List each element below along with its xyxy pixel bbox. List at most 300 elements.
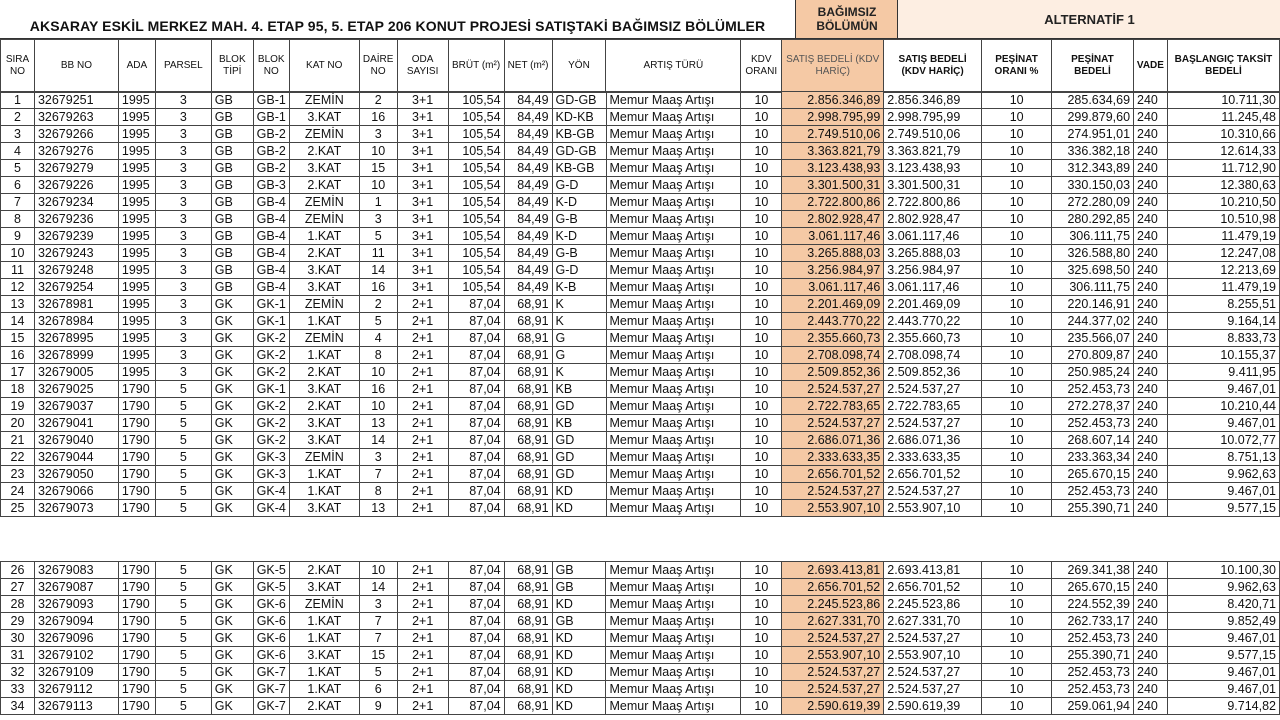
cell-artis-turu: Memur Maaş Artışı: [606, 432, 741, 449]
cell-yon: GB: [552, 579, 606, 596]
cell-yon: K-D: [552, 228, 606, 245]
cell-artis-turu: Memur Maaş Artışı: [606, 698, 741, 715]
cell-pesinat-bedeli: 280.292,85: [1052, 211, 1134, 228]
cell-yon: KD: [552, 698, 606, 715]
cell-bbno: 32679243: [34, 245, 118, 262]
cell-net: 84,49: [504, 109, 552, 126]
cell-satis-bedeli-bagimsiz: 2.749.510,06: [782, 126, 884, 143]
cell-satis-bedeli-alt: 2.856.346,89: [884, 92, 982, 109]
cell-kat-no: 1.KAT: [289, 483, 359, 500]
cell-taksit-bedeli: 9.714,82: [1167, 698, 1279, 715]
cell-kdv-orani: 10: [741, 466, 782, 483]
cell-artis-turu: Memur Maaş Artışı: [606, 92, 741, 109]
cell-ada: 1995: [118, 330, 155, 347]
cell-yon: KD: [552, 630, 606, 647]
cell-satis-bedeli-bagimsiz: 2.333.633,35: [782, 449, 884, 466]
cell-taksit-bedeli: 11.712,90: [1168, 160, 1280, 177]
table-row: [1, 330, 1280, 347]
cell-taksit-bedeli: 8.751,13: [1168, 449, 1280, 466]
cell-taksit-bedeli: 11.479,19: [1168, 279, 1280, 296]
cell-sira: 23: [1, 466, 35, 483]
cell-ada: 1995: [118, 126, 155, 143]
cell-net: 68,91: [504, 449, 552, 466]
cell-blok-no: GK-2: [253, 330, 289, 347]
cell-brut: 105,54: [448, 143, 504, 160]
cell-parsel: 3: [155, 143, 211, 160]
cell-blok-tipi: GK: [211, 432, 253, 449]
cell-pesinat-bedeli: 252.453,73: [1052, 381, 1134, 398]
table-row: [1, 262, 1280, 279]
table-row: [1, 160, 1280, 177]
cell-sira: 16: [1, 347, 35, 364]
cell-yon: G-B: [552, 211, 606, 228]
cell-blok-no: GK-1: [253, 296, 289, 313]
table-row: [1, 562, 1280, 579]
cell-sira: 5: [1, 160, 35, 177]
cell-oda-sayisi: 2+1: [397, 562, 448, 579]
cell-satis-bedeli-alt: 2.509.852,36: [884, 364, 982, 381]
cell-daire-no: 10: [359, 398, 397, 415]
cell-daire-no: 10: [359, 143, 397, 160]
cell-kdv-orani: 10: [741, 630, 782, 647]
cell-parsel: 3: [155, 194, 211, 211]
cell-bbno: 32679040: [34, 432, 118, 449]
cell-blok-tipi: GB: [211, 177, 253, 194]
cell-oda-sayisi: 2+1: [397, 313, 448, 330]
cell-blok-no: GK-1: [253, 381, 289, 398]
cell-daire-no: 8: [359, 483, 397, 500]
cell-vade: 240: [1134, 296, 1168, 313]
cell-kat-no: ZEMİN: [289, 596, 359, 613]
col-header-vade: VADE: [1133, 40, 1167, 93]
cell-brut: 87,04: [448, 483, 504, 500]
cell-blok-tipi: GK: [211, 681, 253, 698]
col-header-bbno: BB NO: [34, 40, 118, 93]
cell-kat-no: 1.KAT: [289, 613, 359, 630]
table-row: [1, 245, 1280, 262]
cell-ada: 1790: [118, 500, 155, 517]
cell-daire-no: 3: [359, 211, 397, 228]
cell-oda-sayisi: 2+1: [397, 664, 448, 681]
cell-pesinat-bedeli: 265.670,15: [1052, 466, 1134, 483]
cell-satis-bedeli-bagimsiz: 2.693.413,81: [782, 562, 884, 579]
cell-bbno: 32679083: [34, 562, 118, 579]
cell-ada: 1790: [118, 681, 155, 698]
cell-bbno: 32679094: [34, 613, 118, 630]
cell-satis-bedeli-alt: 2.524.537,27: [884, 681, 982, 698]
cell-daire-no: 16: [359, 109, 397, 126]
cell-net: 84,49: [504, 211, 552, 228]
cell-ada: 1995: [118, 313, 155, 330]
group-header-bagimsiz-bolum: BAĞIMSIZ BÖLÜMÜN: [795, 0, 899, 38]
cell-daire-no: 14: [359, 579, 397, 596]
col-header-oda-sayisi: ODA SAYISI: [397, 40, 448, 93]
cell-oda-sayisi: 3+1: [397, 211, 448, 228]
cell-satis-bedeli-alt: 2.686.071,36: [884, 432, 982, 449]
cell-kdv-orani: 10: [741, 415, 782, 432]
cell-vade: 240: [1134, 364, 1168, 381]
cell-blok-no: GK-5: [253, 562, 289, 579]
cell-bbno: 32679096: [34, 630, 118, 647]
cell-vade: 240: [1134, 262, 1168, 279]
col-header-yon: YÖN: [552, 40, 606, 93]
cell-net: 84,49: [504, 177, 552, 194]
cell-satis-bedeli-bagimsiz: 3.123.438,93: [782, 160, 884, 177]
cell-taksit-bedeli: 10.510,98: [1168, 211, 1280, 228]
cell-yon: K: [552, 313, 606, 330]
cell-satis-bedeli-bagimsiz: 2.524.537,27: [782, 483, 884, 500]
cell-parsel: 3: [155, 228, 211, 245]
table-row: [1, 296, 1280, 313]
cell-parsel: 3: [155, 160, 211, 177]
cell-taksit-bedeli: 10.210,50: [1168, 194, 1280, 211]
cell-kat-no: 3.KAT: [289, 647, 359, 664]
cell-oda-sayisi: 2+1: [397, 613, 448, 630]
cell-daire-no: 5: [359, 228, 397, 245]
cell-taksit-bedeli: 12.247,08: [1168, 245, 1280, 262]
cell-brut: 87,04: [448, 698, 504, 715]
cell-blok-no: GB-4: [253, 211, 289, 228]
cell-taksit-bedeli: 9.962,63: [1168, 466, 1280, 483]
table-row: [1, 381, 1280, 398]
cell-blok-tipi: GK: [211, 647, 253, 664]
cell-sira: 4: [1, 143, 35, 160]
cell-kat-no: 1.KAT: [289, 313, 359, 330]
cell-yon: K-B: [552, 279, 606, 296]
cell-brut: 87,04: [448, 415, 504, 432]
cell-ada: 1790: [118, 698, 155, 715]
cell-net: 68,91: [504, 296, 552, 313]
cell-ada: 1790: [118, 432, 155, 449]
cell-artis-turu: Memur Maaş Artışı: [606, 245, 741, 262]
cell-pesinat-orani: 10: [982, 109, 1052, 126]
cell-pesinat-orani: 10: [982, 579, 1052, 596]
cell-blok-tipi: GK: [211, 562, 253, 579]
cell-blok-no: GK-7: [253, 664, 289, 681]
cell-bbno: 32679005: [34, 364, 118, 381]
cell-kdv-orani: 10: [741, 330, 782, 347]
cell-net: 68,91: [504, 347, 552, 364]
cell-pesinat-orani: 10: [982, 381, 1052, 398]
cell-brut: 87,04: [448, 613, 504, 630]
cell-net: 68,91: [504, 698, 552, 715]
cell-taksit-bedeli: 9.467,01: [1168, 483, 1280, 500]
cell-satis-bedeli-bagimsiz: 2.509.852,36: [782, 364, 884, 381]
cell-net: 68,91: [504, 364, 552, 381]
cell-blok-no: GB-2: [253, 143, 289, 160]
cell-blok-tipi: GK: [211, 579, 253, 596]
cell-blok-tipi: GB: [211, 228, 253, 245]
cell-blok-no: GK-3: [253, 466, 289, 483]
cell-satis-bedeli-bagimsiz: 2.524.537,27: [782, 681, 884, 698]
cell-oda-sayisi: 3+1: [397, 194, 448, 211]
cell-ada: 1995: [118, 211, 155, 228]
cell-artis-turu: Memur Maaş Artışı: [606, 211, 741, 228]
table-row: [1, 143, 1280, 160]
cell-oda-sayisi: 2+1: [397, 466, 448, 483]
cell-artis-turu: Memur Maaş Artışı: [606, 262, 741, 279]
cell-sira: 13: [1, 296, 35, 313]
cell-parsel: 5: [155, 432, 211, 449]
cell-parsel: 3: [155, 109, 211, 126]
col-header-parsel: PARSEL: [155, 40, 211, 93]
cell-pesinat-orani: 10: [982, 160, 1052, 177]
cell-ada: 1790: [118, 613, 155, 630]
cell-parsel: 3: [155, 347, 211, 364]
cell-kdv-orani: 10: [741, 681, 782, 698]
cell-taksit-bedeli: 12.380,63: [1168, 177, 1280, 194]
cell-yon: G: [552, 347, 606, 364]
cell-vade: 240: [1134, 228, 1168, 245]
cell-blok-no: GK-4: [253, 483, 289, 500]
cell-kat-no: 3.KAT: [289, 160, 359, 177]
cell-kdv-orani: 10: [741, 596, 782, 613]
cell-kdv-orani: 10: [741, 664, 782, 681]
table-row: [1, 364, 1280, 381]
cell-daire-no: 5: [359, 664, 397, 681]
cell-bbno: 32678984: [34, 313, 118, 330]
cell-artis-turu: Memur Maaş Artışı: [606, 681, 741, 698]
cell-daire-no: 10: [359, 562, 397, 579]
cell-satis-bedeli-bagimsiz: 2.553.907,10: [782, 500, 884, 517]
group-header-alternatif-1: ALTERNATİF 1: [897, 0, 1280, 38]
cell-sira: 34: [1, 698, 35, 715]
cell-taksit-bedeli: 12.213,69: [1168, 262, 1280, 279]
cell-pesinat-orani: 10: [982, 562, 1052, 579]
cell-yon: KB-GB: [552, 160, 606, 177]
cell-taksit-bedeli: 9.467,01: [1167, 681, 1279, 698]
cell-sira: 2: [1, 109, 35, 126]
cell-blok-no: GB-4: [253, 279, 289, 296]
cell-bbno: 32679279: [34, 160, 118, 177]
cell-yon: KB-GB: [552, 126, 606, 143]
cell-sira: 3: [1, 126, 35, 143]
cell-taksit-bedeli: 9.577,15: [1168, 500, 1280, 517]
cell-parsel: 3: [155, 330, 211, 347]
cell-taksit-bedeli: 9.467,01: [1168, 415, 1280, 432]
cell-oda-sayisi: 2+1: [397, 330, 448, 347]
cell-oda-sayisi: 3+1: [397, 109, 448, 126]
cell-oda-sayisi: 2+1: [397, 296, 448, 313]
cell-satis-bedeli-bagimsiz: 2.722.800,86: [782, 194, 884, 211]
cell-kdv-orani: 10: [741, 143, 782, 160]
cell-daire-no: 16: [359, 279, 397, 296]
cell-blok-no: GK-2: [253, 415, 289, 432]
cell-artis-turu: Memur Maaş Artışı: [606, 596, 741, 613]
col-header-pesinat-bedeli: PEŞİNAT BEDELİ: [1051, 40, 1133, 93]
cell-yon: GD-GB: [552, 143, 606, 160]
cell-satis-bedeli-bagimsiz: 2.656.701,52: [782, 579, 884, 596]
cell-blok-no: GK-6: [253, 613, 289, 630]
cell-artis-turu: Memur Maaş Artışı: [606, 109, 741, 126]
cell-vade: 240: [1134, 415, 1168, 432]
cell-blok-no: GK-6: [253, 596, 289, 613]
cell-taksit-bedeli: 11.245,48: [1168, 109, 1280, 126]
cell-pesinat-orani: 10: [982, 177, 1052, 194]
cell-pesinat-bedeli: 272.280,09: [1052, 194, 1134, 211]
cell-kat-no: 2.KAT: [289, 143, 359, 160]
cell-sira: 33: [1, 681, 35, 698]
cell-taksit-bedeli: 9.411,95: [1168, 364, 1280, 381]
cell-bbno: 32678995: [34, 330, 118, 347]
cell-yon: GD: [552, 398, 606, 415]
cell-sira: 24: [1, 483, 35, 500]
cell-pesinat-bedeli: 252.453,73: [1052, 664, 1134, 681]
cell-net: 68,91: [504, 596, 552, 613]
cell-brut: 87,04: [448, 364, 504, 381]
cell-parsel: 5: [155, 596, 211, 613]
cell-satis-bedeli-alt: 2.553.907,10: [884, 647, 982, 664]
cell-satis-bedeli-alt: 2.524.537,27: [884, 381, 982, 398]
cell-parsel: 3: [155, 211, 211, 228]
cell-oda-sayisi: 2+1: [397, 432, 448, 449]
cell-satis-bedeli-bagimsiz: 2.590.619,39: [782, 698, 884, 715]
cell-taksit-bedeli: 9.467,01: [1167, 630, 1279, 647]
cell-vade: 240: [1134, 398, 1168, 415]
cell-pesinat-bedeli: 255.390,71: [1052, 647, 1134, 664]
cell-pesinat-bedeli: 252.453,73: [1052, 483, 1134, 500]
cell-sira: 17: [1, 364, 35, 381]
cell-vade: 240: [1134, 347, 1168, 364]
cell-blok-tipi: GK: [211, 398, 253, 415]
table-row: [1, 579, 1280, 596]
cell-vade: 240: [1134, 211, 1168, 228]
cell-kdv-orani: 10: [741, 347, 782, 364]
cell-satis-bedeli-bagimsiz: 2.443.770,22: [782, 313, 884, 330]
table-row: [1, 194, 1280, 211]
cell-blok-no: GB-2: [253, 126, 289, 143]
cell-yon: K: [552, 296, 606, 313]
cell-parsel: 5: [155, 449, 211, 466]
cell-taksit-bedeli: 11.479,19: [1168, 228, 1280, 245]
cell-vade: 240: [1134, 279, 1168, 296]
cell-pesinat-orani: 10: [982, 466, 1052, 483]
cell-net: 68,91: [504, 415, 552, 432]
cell-taksit-bedeli: 9.467,01: [1168, 381, 1280, 398]
cell-daire-no: 15: [359, 647, 397, 664]
cell-sira: 31: [1, 647, 35, 664]
cell-sira: 21: [1, 432, 35, 449]
cell-artis-turu: Memur Maaş Artışı: [606, 364, 741, 381]
cell-blok-tipi: GB: [211, 92, 253, 109]
cell-sira: 11: [1, 262, 35, 279]
cell-artis-turu: Memur Maaş Artışı: [606, 449, 741, 466]
cell-parsel: 5: [155, 500, 211, 517]
cell-kat-no: 2.KAT: [289, 245, 359, 262]
cell-sira: 8: [1, 211, 35, 228]
cell-pesinat-orani: 10: [982, 449, 1052, 466]
table-row: [1, 483, 1280, 500]
cell-blok-no: GK-3: [253, 449, 289, 466]
cell-sira: 12: [1, 279, 35, 296]
table-row: [1, 466, 1280, 483]
cell-vade: 240: [1134, 698, 1168, 715]
cell-parsel: 5: [155, 398, 211, 415]
cell-blok-no: GK-2: [253, 364, 289, 381]
cell-bbno: 32679263: [34, 109, 118, 126]
cell-kdv-orani: 10: [741, 647, 782, 664]
cell-pesinat-orani: 10: [982, 245, 1052, 262]
cell-blok-no: GK-6: [253, 630, 289, 647]
cell-pesinat-orani: 10: [982, 398, 1052, 415]
cell-kat-no: ZEMİN: [289, 126, 359, 143]
cell-kat-no: 1.KAT: [289, 664, 359, 681]
cell-sira: 30: [1, 630, 35, 647]
cell-daire-no: 7: [359, 466, 397, 483]
cell-ada: 1995: [118, 109, 155, 126]
cell-kat-no: 1.KAT: [289, 228, 359, 245]
cell-artis-turu: Memur Maaş Artışı: [606, 160, 741, 177]
cell-vade: 240: [1134, 449, 1168, 466]
cell-satis-bedeli-bagimsiz: 3.061.117,46: [782, 228, 884, 245]
cell-pesinat-orani: 10: [982, 500, 1052, 517]
cell-vade: 240: [1134, 483, 1168, 500]
cell-pesinat-bedeli: 268.607,14: [1052, 432, 1134, 449]
cell-artis-turu: Memur Maaş Artışı: [606, 630, 741, 647]
cell-brut: 87,04: [448, 381, 504, 398]
cell-taksit-bedeli: 8.420,71: [1167, 596, 1279, 613]
cell-net: 68,91: [504, 613, 552, 630]
cell-ada: 1790: [118, 579, 155, 596]
cell-net: 68,91: [504, 330, 552, 347]
cell-pesinat-bedeli: 259.061,94: [1052, 698, 1134, 715]
cell-oda-sayisi: 3+1: [397, 126, 448, 143]
cell-kat-no: 2.KAT: [289, 177, 359, 194]
cell-blok-tipi: GK: [211, 630, 253, 647]
cell-kdv-orani: 10: [741, 562, 782, 579]
cell-artis-turu: Memur Maaş Artışı: [606, 177, 741, 194]
cell-pesinat-orani: 10: [982, 143, 1052, 160]
cell-vade: 240: [1134, 432, 1168, 449]
cell-parsel: 5: [155, 381, 211, 398]
cell-blok-no: GK-6: [253, 647, 289, 664]
cell-brut: 105,54: [448, 211, 504, 228]
cell-parsel: 3: [155, 177, 211, 194]
cell-vade: 240: [1134, 177, 1168, 194]
cell-vade: 240: [1134, 330, 1168, 347]
cell-blok-no: GK-7: [253, 698, 289, 715]
cell-ada: 1995: [118, 92, 155, 109]
cell-taksit-bedeli: 9.577,15: [1167, 647, 1279, 664]
cell-vade: 240: [1134, 500, 1168, 517]
cell-parsel: 5: [155, 647, 211, 664]
cell-blok-tipi: GK: [211, 596, 253, 613]
cell-pesinat-bedeli: 336.382,18: [1052, 143, 1134, 160]
cell-blok-no: GB-4: [253, 245, 289, 262]
cell-blok-no: GB-4: [253, 194, 289, 211]
cell-sira: 1: [1, 92, 35, 109]
cell-kdv-orani: 10: [741, 126, 782, 143]
cell-satis-bedeli-bagimsiz: 2.524.537,27: [782, 415, 884, 432]
cell-bbno: 32679113: [34, 698, 118, 715]
cell-kdv-orani: 10: [741, 109, 782, 126]
cell-kdv-orani: 10: [741, 177, 782, 194]
cell-satis-bedeli-alt: 2.722.800,86: [884, 194, 982, 211]
cell-pesinat-orani: 10: [982, 432, 1052, 449]
cell-vade: 240: [1134, 92, 1168, 109]
cell-net: 84,49: [504, 160, 552, 177]
table-row: [1, 398, 1280, 415]
cell-daire-no: 9: [359, 698, 397, 715]
cell-sira: 10: [1, 245, 35, 262]
cell-bbno: 32679254: [34, 279, 118, 296]
table-row: [1, 613, 1280, 630]
cell-brut: 87,04: [448, 500, 504, 517]
cell-satis-bedeli-alt: 2.998.795,99: [884, 109, 982, 126]
cell-yon: GB: [552, 613, 606, 630]
cell-blok-tipi: GK: [211, 483, 253, 500]
cell-taksit-bedeli: 9.164,14: [1168, 313, 1280, 330]
